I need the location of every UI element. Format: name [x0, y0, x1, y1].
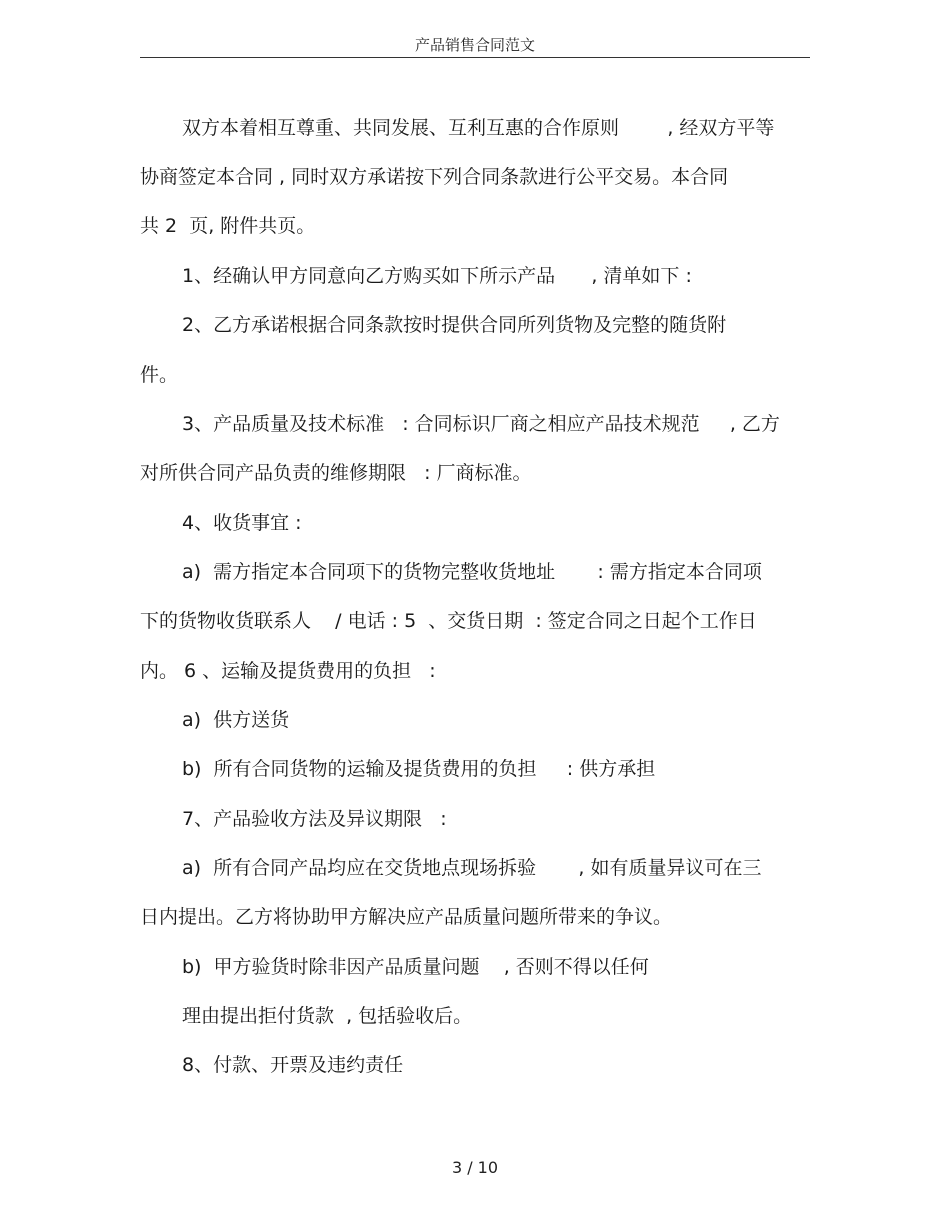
paragraph-line: 下的货物收货联系人 / 电话 : 5 、交货日期 : 签定合同之日起个工作日 [140, 610, 757, 632]
page-number: 3 / 10 [451, 1158, 499, 1177]
paragraph-line: a) 所有合同产品均应在交货地点现场拆验 , 如有质量异议可在三 [182, 857, 762, 879]
paragraph-line: a) 供方送货 [182, 709, 290, 731]
paragraph-line: a) 需方指定本合同项下的货物完整收货地址 : 需方指定本合同项 [182, 561, 762, 583]
paragraph-line: b) 甲方验货时除非因产品质量问题 , 否则不得以任何 [182, 956, 649, 978]
paragraph-line: 对所供合同产品负责的维修期限 : 厂商标准。 [140, 462, 532, 484]
paragraph-line: 8、付款、开票及违约责任 [182, 1054, 404, 1076]
header-divider [140, 57, 810, 58]
paragraph-line: 内。 6 、运输及提货费用的负担 : [140, 660, 436, 682]
paragraph-line: 双方本着相互尊重、共同发展、互利互惠的合作原则 , 经双方平等 [182, 117, 775, 139]
paragraph-line: 1、经确认甲方同意向乙方购买如下所示产品 , 清单如下 : [182, 265, 692, 287]
paragraph-line: 4、收货事宜 : [182, 512, 302, 534]
paragraph-line: 2、乙方承诺根据合同条款按时提供合同所列货物及完整的随货附 [182, 314, 727, 336]
paragraph-line: 3、产品质量及技术标准 : 合同标识厂商之相应产品技术规范 , 乙方 [182, 413, 780, 435]
paragraph-line: 理由提出拒付货款 , 包括验收后。 [182, 1005, 473, 1027]
paragraph-line: 共 2 页, 附件共页。 [140, 215, 316, 237]
page-header-title: 产品销售合同范文 [414, 36, 535, 54]
paragraph-line: 协商签定本合同 , 同时双方承诺按下列合同条款进行公平交易。本合同 [140, 166, 729, 188]
paragraph-line: 日内提出。乙方将协助甲方解决应产品质量问题所带来的争议。 [140, 906, 673, 928]
paragraph-line: 件。 [140, 364, 179, 386]
paragraph-line: b) 所有合同货物的运输及提货费用的负担 : 供方承担 [182, 758, 656, 780]
paragraph-line: 7、产品验收方法及异议期限 : [182, 808, 447, 830]
